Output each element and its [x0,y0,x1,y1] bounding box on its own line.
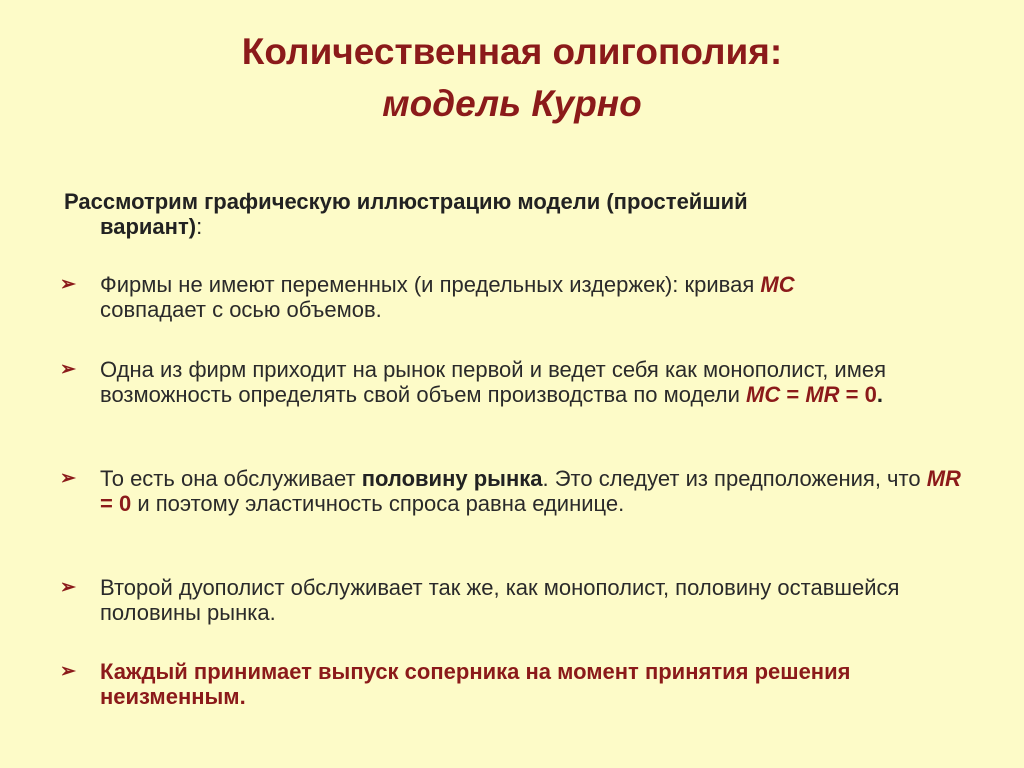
chevron-arrow-icon: ➢ [60,359,76,380]
slide-title [0,26,1024,130]
equals-zero: = 0 [839,382,877,407]
intro-colon: : [196,214,203,239]
chevron-arrow-icon: ➢ [60,661,76,682]
intro-line-2: вариант) [100,214,197,239]
equals-zero: = 0 [100,491,132,516]
list-item-text [100,466,972,516]
list-item-text-part: и поэтому эластичность спроса равна единице. [131,491,625,516]
list-item-text: Второй дуополист обслуживает так же, как монополист, половину оставшейся половины рынка. [100,575,900,625]
title-line-1: Количественная олигополия: [241,31,783,72]
title-line-2: модель Курно [382,83,642,124]
chevron-arrow-icon: ➢ [60,468,76,489]
half-market-term: половину рынка [361,466,543,491]
list-item-text-part: Фирмы не имеют переменных (и предельных издержек): кривая [100,272,761,297]
list-item-text-part: . Это следует из предположения, что [542,466,927,491]
list-item [60,575,972,625]
list-item-text-part: совпадает с осью объемов. [100,297,382,322]
list-item [60,272,972,322]
list-item [60,357,972,407]
equals-sign: = [780,382,806,407]
mr-term: MR [926,466,961,491]
intro-line-1: Рассмотрим графическую иллюстрацию модели (простейший [64,189,748,214]
chevron-arrow-icon: ➢ [60,274,76,295]
list-item-text-part: Одна из фирм приходит на рынок первой и ведет себя как монополист, имея возможность определять свой объем производства по модели [100,357,886,407]
mc-term: MC [760,272,795,297]
list-item [60,466,972,516]
mc-term: MC [746,382,781,407]
list-item-text [100,357,972,407]
chevron-arrow-icon: ➢ [60,577,76,598]
list-item-text-part: То есть она обслуживает [100,466,362,491]
intro-paragraph [64,189,964,239]
list-item-text [100,272,972,322]
list-item [60,659,972,709]
intro-line-2-wrap [64,214,964,239]
mr-term: MR [805,382,840,407]
period: . [876,382,883,407]
list-item-text: Каждый принимает выпуск соперника на момент принятия решения неизменным. [100,659,851,709]
